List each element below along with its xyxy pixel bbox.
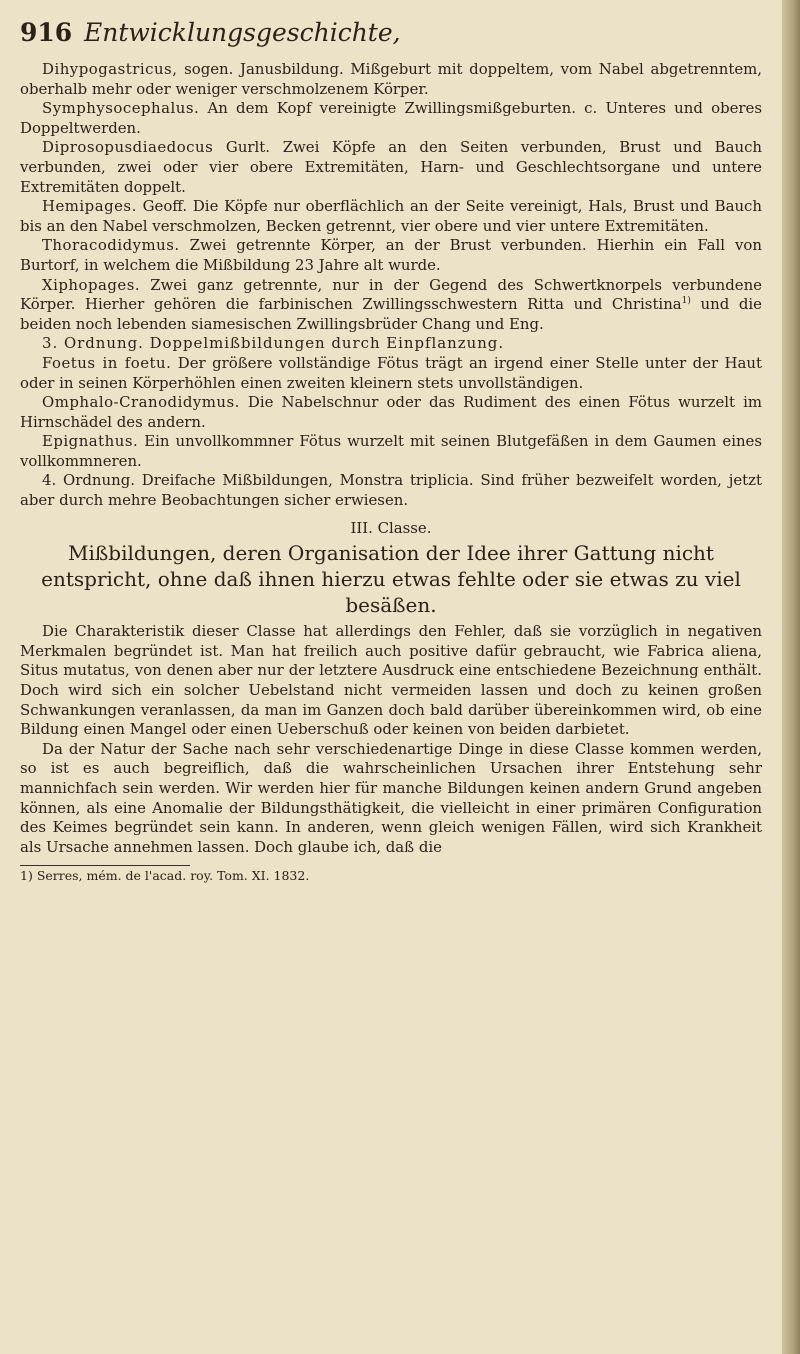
paragraph-dihypogastricus: Dihypogastricus, sogen. Janusbildung. Mißgeburt mit doppeltem, vom Nabel abgetrenntem, oberhalb mehr oder weniger verschmolzenem Körper. [20,60,762,98]
body-text [20,60,762,884]
paragraph-diprosopus: Diprosopusdiaedocus Gurlt. Zwei Köpfe an den Seiten verbunden, Brust und Bauch verbunden, zwei oder vier obere Extremitäten, Harn- und Geschlechtsorgane und untere Extremitäten doppelt. [20,138,762,196]
paragraph-causes: Da der Natur der Sache nach sehr verschiedenartige Dinge in diese Classe kommen werden, so ist es auch begreiflich, daß die wahrscheinlichen Ursachen ihrer Entstehung sehr mannichfach sein werden. Wir werden hier für manche Bildungen keinen andern Grund angeben können, als eine Anomalie der Bildungsthätigkeit, die vielleicht in einer primären Configuration des Keimes begründet sein kann. In anderen, wenn gleich wenigen Fällen, wird sich Krankheit als Ursache annehmen lassen. Doch glaube ich, daß die [20,739,762,856]
paragraph-omphalo-cranodidymus: Omphalo-Cranodidymus. Die Nabelschnur oder das Rudiment des einen Fötus wurzelt im Hirnschädel des andern. [20,393,762,431]
page-edge [782,0,800,1354]
paragraph-epignathus: Epignathus. Ein unvollkommner Fötus wurzelt mit seinen Blutgefäßen in dem Gaumen eines vollkommneren. [20,432,762,470]
footnote-rule [20,865,190,866]
page-number: 916 [20,18,73,47]
paragraph-foetus-in-foetu: Foetus in foetu. Der größere vollständige Fötus trägt an irgend einer Stelle unter der Haut oder in seinen Körperhöhlen einen zweiten kleinern stets unvollständigen. [20,353,762,392]
paragraph-hemipages: Hemipages. Geoff. Die Köpfe nur oberflächlich an der Seite vereinigt, Hals, Brust und Bauch bis an den Nabel verschmolzen, Becken getrennt, vier obere und vier untere Extremitäten. [20,197,762,235]
running-title: Entwicklungsgeschichte, [84,18,401,47]
class-iii-heading: III. Classe. [350,518,432,537]
order-4-paragraph: 4. Ordnung. Dreifache Mißbildungen, Monstra triplicia. Sind früher bezweifelt worden, jetzt aber durch mehre Beobachtungen sicher erwiesen. [20,471,762,510]
order-3-heading: 3. Ordnung. Doppelmißbildungen durch Einpflanzung. [42,334,505,353]
class-iii-title: Mißbildungen, deren Organisation der Idee ihrer Gattung nicht entspricht, ohne daß ihnen hierzu etwas fehlte oder sie etwas zu viel besäßen. [41,541,741,618]
paragraph-symphysocephalus: Symphysocephalus. An dem Kopf vereinigte Zwillingsmißgeburten. c. Unteres und oberes Doppeltwerden. [20,99,762,137]
footnote-ref: 1) [681,296,691,307]
page-header [20,18,760,52]
paragraph-xiphopages: Xiphopages. Zwei ganz getrennte, nur in der Gegend des Schwertknorpels verbundene Körper. Hierher gehören die farbinischen Zwillingsschwestern Ritta und Christina$^{1)}$ und die beiden noch lebenden siamesischen Zwillingsbrüder Chang und Eng. [20,275,762,333]
footnote: 1) Serres, mém. de l'acad. roy. Tom. XI. 1832. [20,868,310,884]
paragraph-characteristic: Die Charakteristik dieser Classe hat allerdings den Fehler, daß sie vorzüglich in negativen Merkmalen begründet ist. Man hat freilich auch positive dafür gebraucht, wie Fabrica aliena, Situs mutatus, von denen aber nur der letztere Ausdruck eine entschiedene Bezeichnung enthält. Doch wird sich ein solcher Uebelstand nicht vermeiden lassen und doch zu keinen großen Schwankungen veranlassen, da man im Ganzen doch bald darüber übereinkommen wird, ob eine Bildung einen Mangel oder einen Ueberschuß oder keinen von beiden darbietet. [20,622,762,739]
paragraph-thoracodidymus: Thoracodidymus. Zwei getrennte Körper, an der Brust verbunden. Hierhin ein Fall von Burtorf, in welchem die Mißbildung 23 Jahre alt wurde. [20,236,762,274]
